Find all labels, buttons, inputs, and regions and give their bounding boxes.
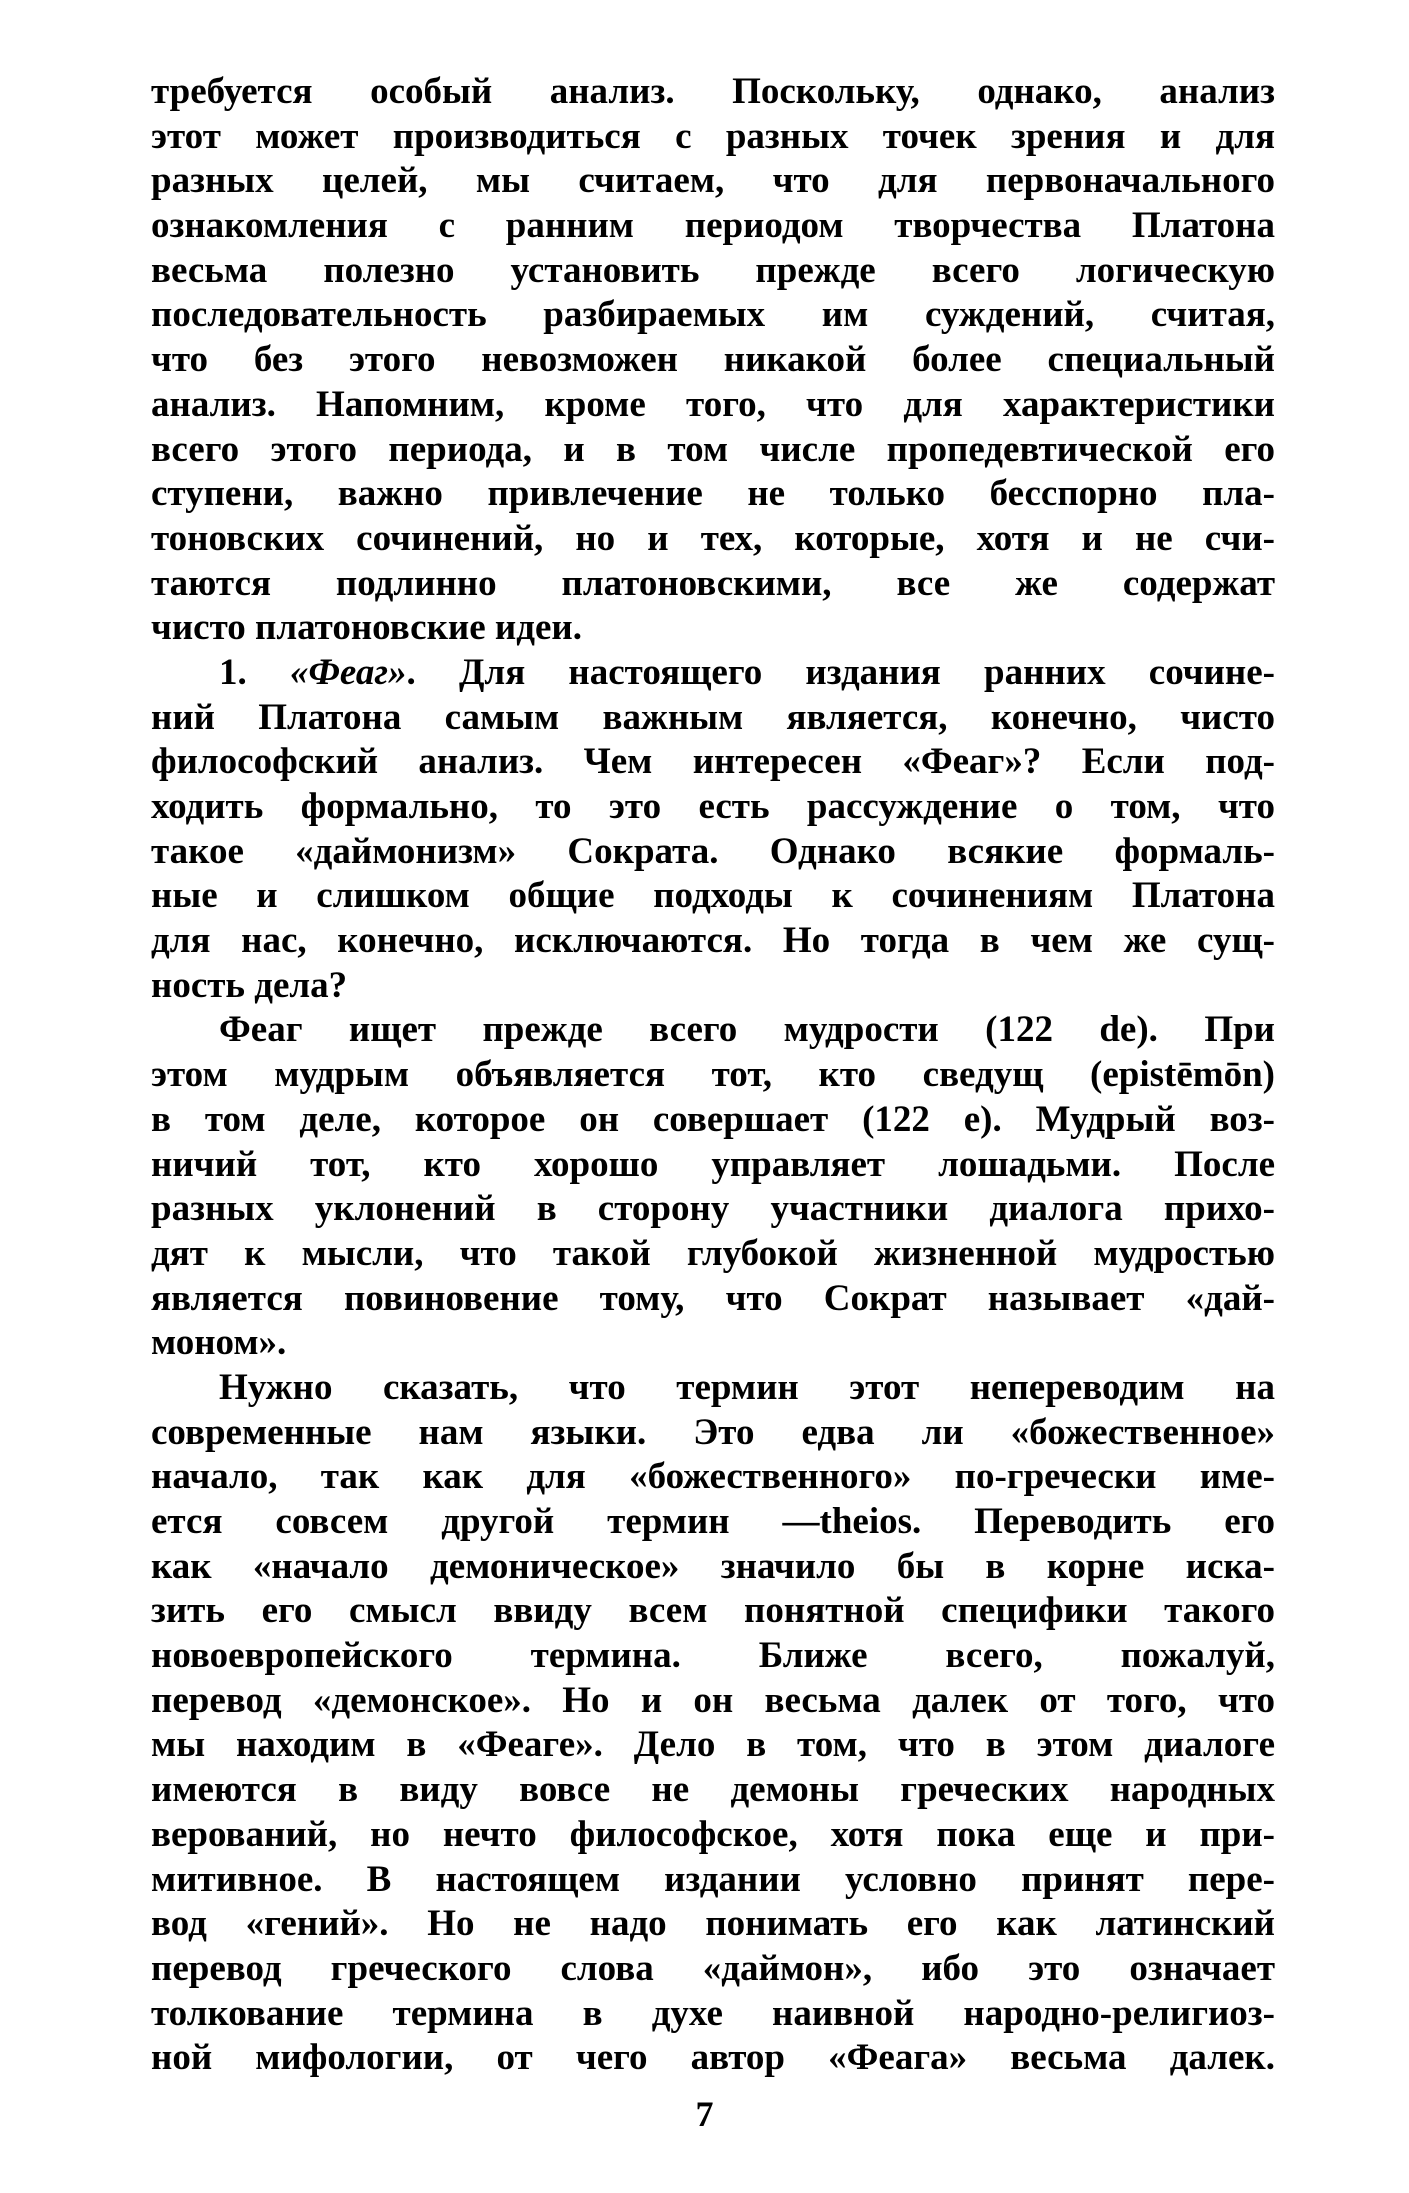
section-title: «Феаг» — [289, 651, 407, 693]
text-line: ется совсем другой термин —theios. Переводить его — [151, 1501, 1275, 1542]
text-line-rest: . Для настоящего издания ранних сочине- — [406, 651, 1275, 693]
text-line: анализ. Напомним, кроме того, что для характеристики — [151, 383, 1275, 425]
text-line: ность дела? — [151, 964, 348, 1006]
paragraph — [151, 1366, 1275, 2081]
text-line: как «начало демоническое» значило бы в корне иска- — [151, 1545, 1275, 1587]
paragraph — [151, 651, 1275, 1009]
paragraph — [151, 1008, 1275, 1366]
text-line: ничий тот, кто хорошо управляет лошадьми. После — [151, 1143, 1275, 1185]
text-line: моном». — [151, 1322, 287, 1364]
paragraph — [151, 70, 1275, 651]
page-body-text — [151, 70, 1275, 2081]
text-line: перевод «демонское». Но и он весьма далек от того, что — [151, 1679, 1275, 1721]
section-number: 1. — [219, 651, 247, 693]
text-line: Феаг ищет прежде всего мудрости (122 de). При — [219, 1009, 1275, 1051]
text-line: для нас, конечно, исключаются. Но тогда в чем же сущ- — [151, 920, 1275, 962]
text-line: ходить формально, то это есть рассуждение о том, что — [151, 786, 1275, 827]
text-line: зить его смысл ввиду всем понятной специфики такого — [151, 1590, 1275, 1632]
text-line: ной мифологии, от чего автор «Феага» весьма далек. — [151, 2037, 1275, 2079]
text-line: такое «даймонизм» Сократа. Однако всякие формаль- — [151, 830, 1275, 872]
text-line: перевод греческого слова «даймон», ибо это означает — [151, 1947, 1275, 1989]
text-line: в том деле, которое он совершает (122 e). Мудрый воз- — [151, 1098, 1275, 1140]
text-line: толкование термина в духе наивной народно-религиоз- — [151, 1992, 1275, 2034]
text-line: разных целей, мы считаем, что для первоначального — [151, 160, 1275, 202]
text-line: таются подлинно платоновскими, все же содержат — [151, 562, 1275, 604]
text-line: вод «гений». Но не надо понимать его как латинский — [151, 1903, 1275, 1945]
text-line: Нужно сказать, что термин этот непереводим на — [219, 1366, 1275, 1408]
text-line: этот может производиться с разных точек зрения и для — [151, 115, 1275, 157]
text-line: требуется особый анализ. Поскольку, однако, анализ — [151, 71, 1275, 112]
text-line: современные нам языки. Это едва ли «божественное» — [151, 1411, 1275, 1453]
text-line: является повиновение тому, что Сократ называет «дай- — [151, 1277, 1275, 1319]
text-line: весьма полезно установить прежде всего логическую — [151, 249, 1275, 291]
text-line: митивное. В настоящем издании условно принят пере- — [151, 1858, 1275, 1900]
text-line: мы находим в «Феаге». Дело в том, что в этом диалоге — [151, 1724, 1275, 1766]
text-line: ные и слишком общие подходы к сочинениям Платона — [151, 875, 1275, 917]
text-line: дят к мысли, что такой глубокой жизненной мудростью — [151, 1232, 1275, 1274]
text-line: всего этого периода, и в том числе пропедевтической его — [151, 428, 1275, 470]
page-number: 7 — [695, 2094, 714, 2134]
text-line: этом мудрым объявляется тот, кто сведущ (epistēmōn) — [151, 1054, 1275, 1096]
text-line: философский анализ. Чем интересен «Феаг»? Если под- — [151, 741, 1275, 783]
text-line: ний Платона самым важным является, конечно, чисто — [151, 696, 1275, 738]
text-line: ознакомления с ранним периодом творчества Платона — [151, 205, 1275, 247]
text-line: верований, но нечто философское, хотя пока еще и при- — [151, 1813, 1275, 1855]
text-line: ступени, важно привлечение не только бесспорно пла- — [151, 473, 1275, 515]
text-line: тоновских сочинений, но и тех, которые, хотя и не счи- — [151, 517, 1275, 559]
text-line: что без этого невозможен никакой более специальный — [151, 339, 1275, 381]
text-line: новоевропейского термина. Ближе всего, пожалуй, — [151, 1635, 1275, 1677]
text-line: последовательность разбираемых им суждений, считая, — [151, 294, 1275, 336]
text-line: начало, так как для «божественного» по-гречески име- — [151, 1456, 1275, 1498]
text-line — [151, 651, 1275, 696]
text-line: разных уклонений в сторону участники диалога прихо- — [151, 1188, 1275, 1230]
text-line: чисто платоновские идеи. — [151, 607, 582, 649]
text-line: имеются в виду вовсе не демоны греческих народных — [151, 1769, 1275, 1811]
